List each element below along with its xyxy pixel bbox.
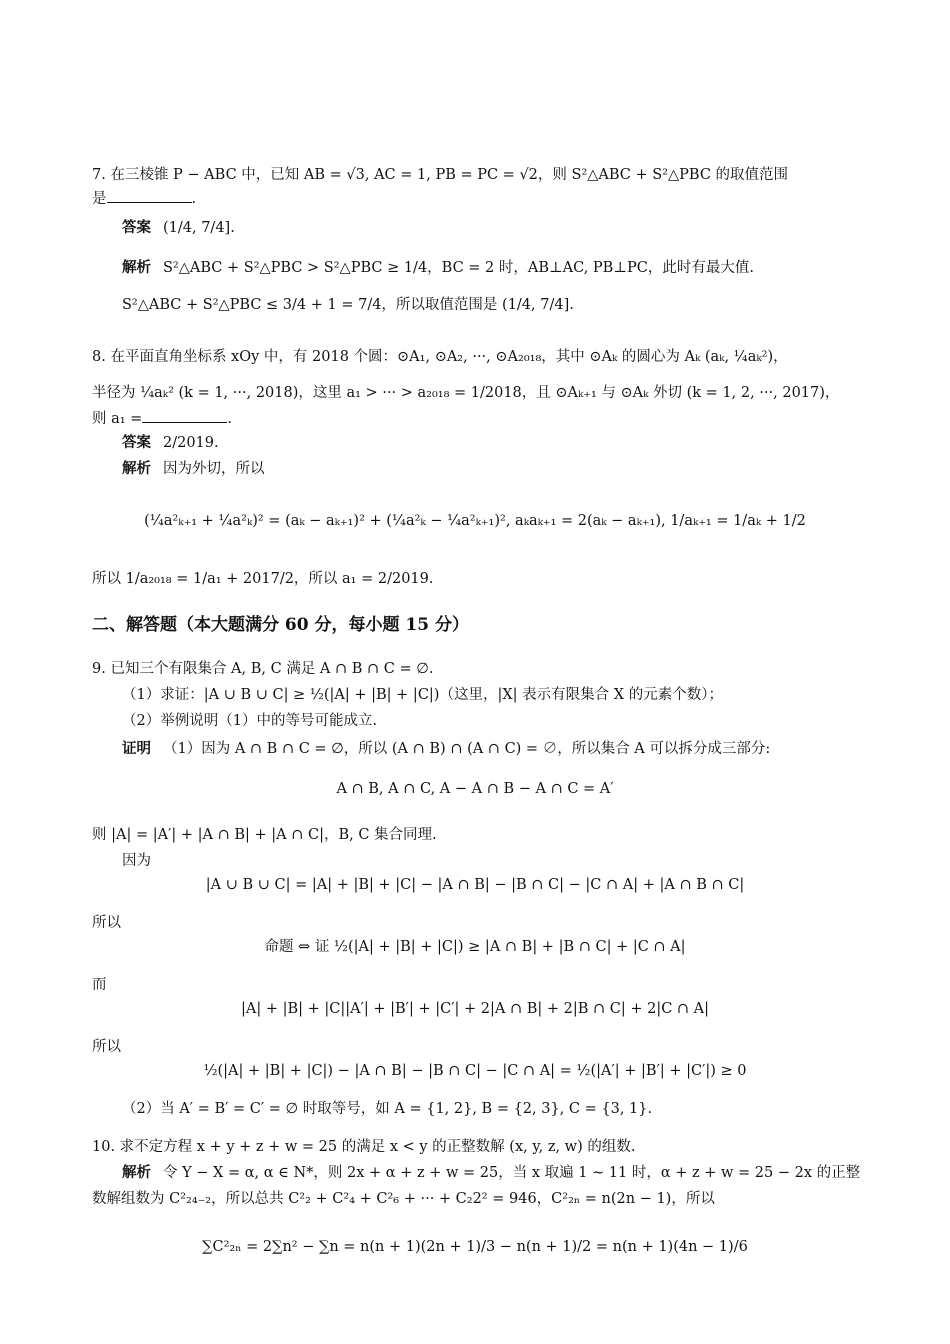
q10-analysis-line2: 数解组数为 C²₂₄₋₂，所以总共 C²₂ + C²₄ + C²₆ + ··· + C₂2² = 946，C²₂ₙ = n(2n − 1)，所以 xyxy=(92,1191,715,1207)
q8-stem-line1: 8. 在平面直角坐标系 xOy 中，有 2018 个圆：⊙A₁, ⊙A₂, ···, ⊙A₂₀₁₈，其中 ⊙Aₖ 的圆心为 Aₖ (aₖ, ¼aₖ²)， xyxy=(92,349,788,365)
q8-equation1: (¼a²ₖ₊₁ + ¼a²ₖ)² = (aₖ − aₖ₊₁)² + (¼a²ₖ − ¼a²ₖ₊₁)², aₖaₖ₊₁ = 2(aₖ − aₖ₊₁), 1/aₖ₊₁ = 1/aₖ + 1/2 xyxy=(144,513,806,529)
q8-analysis-text1: 因为外切，所以 xyxy=(163,461,265,477)
q7-analysis-line1 xyxy=(122,259,754,277)
q7-analysis-line2: S²△ABC + S²△PBC ≤ 3/4 + 1 = 7/4，所以取值范围是 (1/4, 7/4]. xyxy=(122,297,574,313)
q9-stem: 9. 已知三个有限集合 A, B, C 满足 A ∩ B ∩ C = ∅. xyxy=(92,661,434,677)
q9-line2: 则 |A| = |A′| + |A ∩ B| + |A ∩ C|，B, C 集合同理. xyxy=(92,827,437,843)
q7-answer xyxy=(122,219,235,237)
q9-equation5: ½(|A| + |B| + |C|) − |A ∩ B| − |B ∩ C| − |C ∩ A| = ½(|A′| + |B′| + |C′|) ≥ 0 xyxy=(203,1063,747,1079)
q9-part2-answer: （2）当 A′ = B′ = C′ = ∅ 时取等号，如 A = {1, 2}, B = {2, 3}, C = {3, 1}. xyxy=(122,1101,653,1117)
q9-line5: 而 xyxy=(92,977,107,993)
answer-blank xyxy=(142,410,227,423)
q7-analysis-text1: S²△ABC + S²△PBC > S²△PBC ≥ 1/4，BC = 2 时，AB⊥AC, PB⊥PC，此时有最大值. xyxy=(163,260,754,276)
q7-stem-line1: 7. 在三棱锥 P − ABC 中，已知 AB = √3, AC = 1, PB = PC = √2，则 S²△ABC + S²△PBC 的取值范围 xyxy=(92,167,789,183)
analysis-label: 解析 xyxy=(122,259,151,276)
answer-blank xyxy=(107,190,192,203)
proof-label: 证明 xyxy=(122,740,151,757)
q9-part2: （2）举例说明（1）中的等号可能成立. xyxy=(122,713,378,729)
q8-answer xyxy=(122,434,219,452)
q9-proof-line1 xyxy=(122,740,770,758)
q8-stem-tail: 则 a₁ = xyxy=(92,411,143,427)
q9-equation2: |A ∪ B ∪ C| = |A| + |B| + |C| − |A ∩ B| − |B ∩ C| − |C ∩ A| + |A ∩ B ∩ C| xyxy=(205,877,745,893)
q9-line3: 因为 xyxy=(122,853,151,869)
q10-analysis-line1 xyxy=(122,1164,860,1182)
q8-stem-line2: 半径为 ¼aₖ² (k = 1, ···, 2018)，这里 a₁ > ··· > a₂₀₁₈ = 1/2018，且 ⊙Aₖ₊₁ 与 ⊙Aₖ 外切 (k = 1, 2, ···, 2017)， xyxy=(92,385,840,401)
q10-equation1: ∑C²₂ₙ = 2∑n² − ∑n = n(n + 1)(2n + 1)/3 − n(n + 1)/2 = n(n + 1)(4n − 1)/6 xyxy=(202,1239,748,1255)
q10-analysis-text1: 令 Y − X = α, α ∈ N*，则 2x + α + z + w = 25，当 x 取遍 1 ∼ 11 时，α + z + w = 25 − 2x 的正整 xyxy=(163,1165,861,1181)
q9-line4: 所以 xyxy=(92,915,121,931)
section-heading: 二、解答题（本大题满分 60 分，每小题 15 分） xyxy=(92,615,469,635)
q9-line6: 所以 xyxy=(92,1039,121,1055)
analysis-label: 解析 xyxy=(122,460,151,477)
q9-part1: （1）求证：|A ∪ B ∪ C| ≥ ½(|A| + |B| + |C|)（这里，|X| 表示有限集合 X 的元素个数）； xyxy=(122,687,723,703)
q8-analysis-line1 xyxy=(122,460,265,478)
q7-stem-line2: 是 . xyxy=(92,191,197,207)
q8-answer-value: 2/2019. xyxy=(163,435,219,451)
q7-stem-tail: 是 xyxy=(92,191,107,207)
q9-equation1: A ∩ B, A ∩ C, A − A ∩ B − A ∩ C = A′ xyxy=(336,781,614,797)
q9-proof-text1: （1）因为 A ∩ B ∩ C = ∅，所以 (A ∩ B) ∩ (A ∩ C) = ∅，所以集合 A 可以拆分成三部分: xyxy=(163,741,771,757)
analysis-label: 解析 xyxy=(122,1164,151,1181)
q8-conclusion: 所以 1/a₂₀₁₈ = 1/a₁ + 2017/2，所以 a₁ = 2/2019. xyxy=(92,571,434,587)
answer-label: 答案 xyxy=(122,434,151,451)
answer-label: 答案 xyxy=(122,219,151,236)
q7-answer-value: (1/4, 7/4]. xyxy=(163,220,235,236)
q10-stem: 10. 求不定方程 x + y + z + w = 25 的满足 x < y 的正整数解 (x, y, z, w) 的组数. xyxy=(92,1139,636,1155)
q9-equation4: |A| + |B| + |C||A′| + |B′| + |C′| + 2|A ∩ B| + 2|B ∩ C| + 2|C ∩ A| xyxy=(240,1001,710,1017)
q8-stem-line3: 则 a₁ = . xyxy=(92,411,232,427)
q9-equation3: 命题 ⇔ 证 ½(|A| + |B| + |C|) ≥ |A ∩ B| + |B ∩ C| + |C ∩ A| xyxy=(264,939,686,955)
